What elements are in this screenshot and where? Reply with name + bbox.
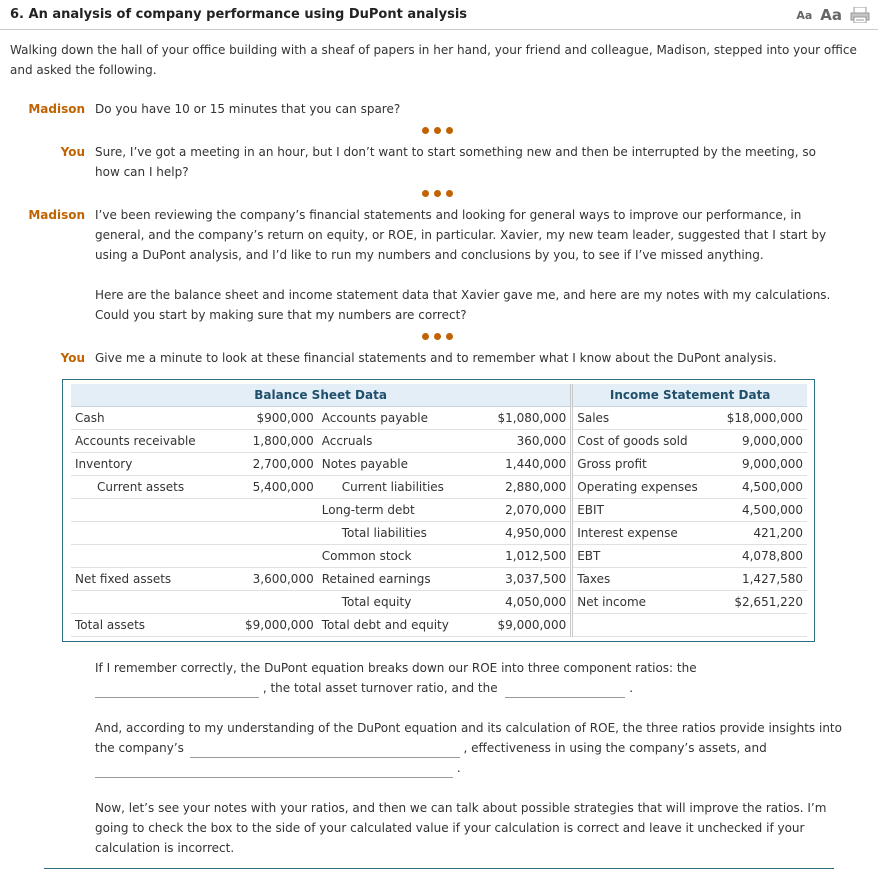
table-row bbox=[71, 476, 807, 499]
asset-label bbox=[71, 522, 241, 545]
income-value: 9,000,000 bbox=[723, 453, 807, 476]
dialogue-separator-dots bbox=[422, 190, 453, 197]
paragraph-text: And, according to my understanding of the DuPont equation and its calculation of ROE, the three ratios provide insights into the company’s bbox=[95, 721, 842, 755]
liability-label: Common stock bbox=[318, 545, 484, 568]
income-label: Net income bbox=[572, 591, 723, 614]
income-label: Taxes bbox=[572, 568, 723, 591]
asset-value bbox=[241, 522, 318, 545]
liability-label: Total liabilities bbox=[318, 522, 484, 545]
income-value: 4,500,000 bbox=[723, 476, 807, 499]
asset-label: Total assets bbox=[71, 614, 241, 637]
income-label: Cost of goods sold bbox=[572, 430, 723, 453]
dialogue-text: Sure, I’ve got a meeting in an hour, but I don’t want to start something new and then be interrupted by the meeting, so how can I help? bbox=[95, 145, 816, 179]
income-label: Interest expense bbox=[572, 522, 723, 545]
asset-value: $900,000 bbox=[241, 407, 318, 430]
asset-label: Inventory bbox=[71, 453, 241, 476]
asset-label bbox=[71, 591, 241, 614]
asset-value bbox=[241, 591, 318, 614]
dialogue-text: Do you have 10 or 15 minutes that you can spare? bbox=[95, 102, 401, 116]
table-row bbox=[71, 591, 807, 614]
income-label: Gross profit bbox=[572, 453, 723, 476]
dialogue-separator-dots bbox=[422, 333, 453, 340]
font-size-large-button[interactable]: Aa bbox=[820, 6, 842, 24]
liability-label: Notes payable bbox=[318, 453, 484, 476]
liability-value: 360,000 bbox=[484, 430, 572, 453]
table-row bbox=[71, 430, 807, 453]
dialogue-text: I’ve been reviewing the company’s financial statements and looking for general ways to improve our performance, in general, and the company’s return on equity, or ROE, in particular. Xavier, my new team leader, suggested that I start by using a DuPont analysis, and I’d like to run my numbers and conclusions by you, to see if I’ve missed anything. bbox=[95, 208, 827, 262]
third-insight-blank-dropdown[interactable] bbox=[95, 763, 453, 778]
intro-text: Walking down the hall of your office building with a sheaf of papers in her hand, your friend and colleague, Madison, stepped into your office and asked the following. bbox=[10, 43, 857, 77]
income-value: 9,000,000 bbox=[723, 430, 807, 453]
liability-value: $9,000,000 bbox=[484, 614, 572, 637]
first-insight-blank-dropdown[interactable] bbox=[190, 743, 460, 758]
question-title: 6. An analysis of company performance using DuPont analysis bbox=[10, 7, 468, 22]
third-ratio-blank-dropdown[interactable] bbox=[505, 683, 625, 698]
asset-value bbox=[241, 499, 318, 522]
liability-value: 1,440,000 bbox=[484, 453, 572, 476]
asset-label: Cash bbox=[71, 407, 241, 430]
dialogue-separator-dots bbox=[422, 127, 453, 134]
income-label: EBT bbox=[572, 545, 723, 568]
speaker-label: Madison bbox=[28, 102, 85, 116]
paragraph-text: If I remember correctly, the DuPont equation breaks down our ROE into three component ratios: the bbox=[95, 661, 697, 675]
paragraph-text: , effectiveness in using the company’s assets, and bbox=[463, 741, 767, 755]
income-value: $2,651,220 bbox=[723, 591, 807, 614]
income-label bbox=[572, 614, 723, 637]
asset-value: 2,700,000 bbox=[241, 453, 318, 476]
asset-label: Current assets bbox=[71, 476, 241, 499]
font-size-small-button[interactable]: Aa bbox=[796, 8, 813, 22]
income-value: $18,000,000 bbox=[723, 407, 807, 430]
liability-label: Current liabilities bbox=[318, 476, 484, 499]
asset-label bbox=[71, 499, 241, 522]
asset-value bbox=[241, 545, 318, 568]
liability-label: Total equity bbox=[318, 591, 484, 614]
liability-value: 4,950,000 bbox=[484, 522, 572, 545]
asset-value: 3,600,000 bbox=[241, 568, 318, 591]
income-value: 1,427,580 bbox=[723, 568, 807, 591]
table-header-row bbox=[71, 384, 807, 407]
table-row bbox=[71, 522, 807, 545]
asset-label: Accounts receivable bbox=[71, 430, 241, 453]
liability-label: Long-term debt bbox=[318, 499, 484, 522]
notes-panel-top-border bbox=[44, 868, 834, 869]
table-row bbox=[71, 545, 807, 568]
asset-value: $9,000,000 bbox=[241, 614, 318, 637]
table-row bbox=[71, 499, 807, 522]
first-ratio-blank-dropdown[interactable] bbox=[95, 683, 259, 698]
liability-label: Retained earnings bbox=[318, 568, 484, 591]
asset-label bbox=[71, 545, 241, 568]
speaker-label: You bbox=[60, 145, 85, 159]
liability-label: Accruals bbox=[318, 430, 484, 453]
liability-value: 2,880,000 bbox=[484, 476, 572, 499]
dialogue-text: Here are the balance sheet and income statement data that Xavier gave me, and here are my notes with my calculations. Could you start by making sure that my numbers are correct? bbox=[95, 288, 831, 322]
table-row bbox=[71, 407, 807, 430]
notes-intro-paragraph: Now, let’s see your notes with your ratios, and then we can talk about possible strategies that will improve the ratios. I’m going to check the box to the side of your calculated value if your calculation is correct and leave it unchecked if your calculation is incorrect. bbox=[95, 801, 827, 855]
income-label: Operating expenses bbox=[572, 476, 723, 499]
asset-value: 1,800,000 bbox=[241, 430, 318, 453]
paragraph-text: . bbox=[629, 681, 634, 695]
liability-value: 4,050,000 bbox=[484, 591, 572, 614]
income-label: Sales bbox=[572, 407, 723, 430]
question-header bbox=[10, 6, 870, 26]
speaker-label: You bbox=[60, 351, 85, 365]
dupont-components-paragraph bbox=[95, 658, 855, 698]
dialogue-text: Give me a minute to look at these financial statements and to remember what I know about the DuPont analysis. bbox=[95, 351, 777, 365]
print-icon[interactable] bbox=[850, 7, 870, 23]
header-divider bbox=[0, 29, 878, 30]
paragraph-text: . bbox=[456, 761, 461, 775]
header-tools bbox=[796, 6, 870, 24]
financial-statements-panel bbox=[62, 379, 815, 642]
table-row bbox=[71, 453, 807, 476]
liability-value: 1,012,500 bbox=[484, 545, 572, 568]
liability-label: Accounts payable bbox=[318, 407, 484, 430]
table-row bbox=[71, 614, 807, 637]
income-value: 4,500,000 bbox=[723, 499, 807, 522]
liability-value: $1,080,000 bbox=[484, 407, 572, 430]
table-row bbox=[71, 568, 807, 591]
income-label: EBIT bbox=[572, 499, 723, 522]
paragraph-text: , the total asset turnover ratio, and the bbox=[262, 681, 498, 695]
liability-value: 3,037,500 bbox=[484, 568, 572, 591]
liability-label: Total debt and equity bbox=[318, 614, 484, 637]
income-value: 421,200 bbox=[723, 522, 807, 545]
income-value bbox=[723, 614, 807, 637]
asset-value: 5,400,000 bbox=[241, 476, 318, 499]
dupont-insights-paragraph bbox=[95, 718, 855, 778]
financial-statements-table bbox=[71, 384, 807, 637]
liability-value: 2,070,000 bbox=[484, 499, 572, 522]
income-statement-header: Income Statement Data bbox=[572, 384, 807, 407]
income-value: 4,078,800 bbox=[723, 545, 807, 568]
asset-label: Net fixed assets bbox=[71, 568, 241, 591]
speaker-label: Madison bbox=[28, 208, 85, 222]
balance-sheet-header: Balance Sheet Data bbox=[71, 384, 572, 407]
